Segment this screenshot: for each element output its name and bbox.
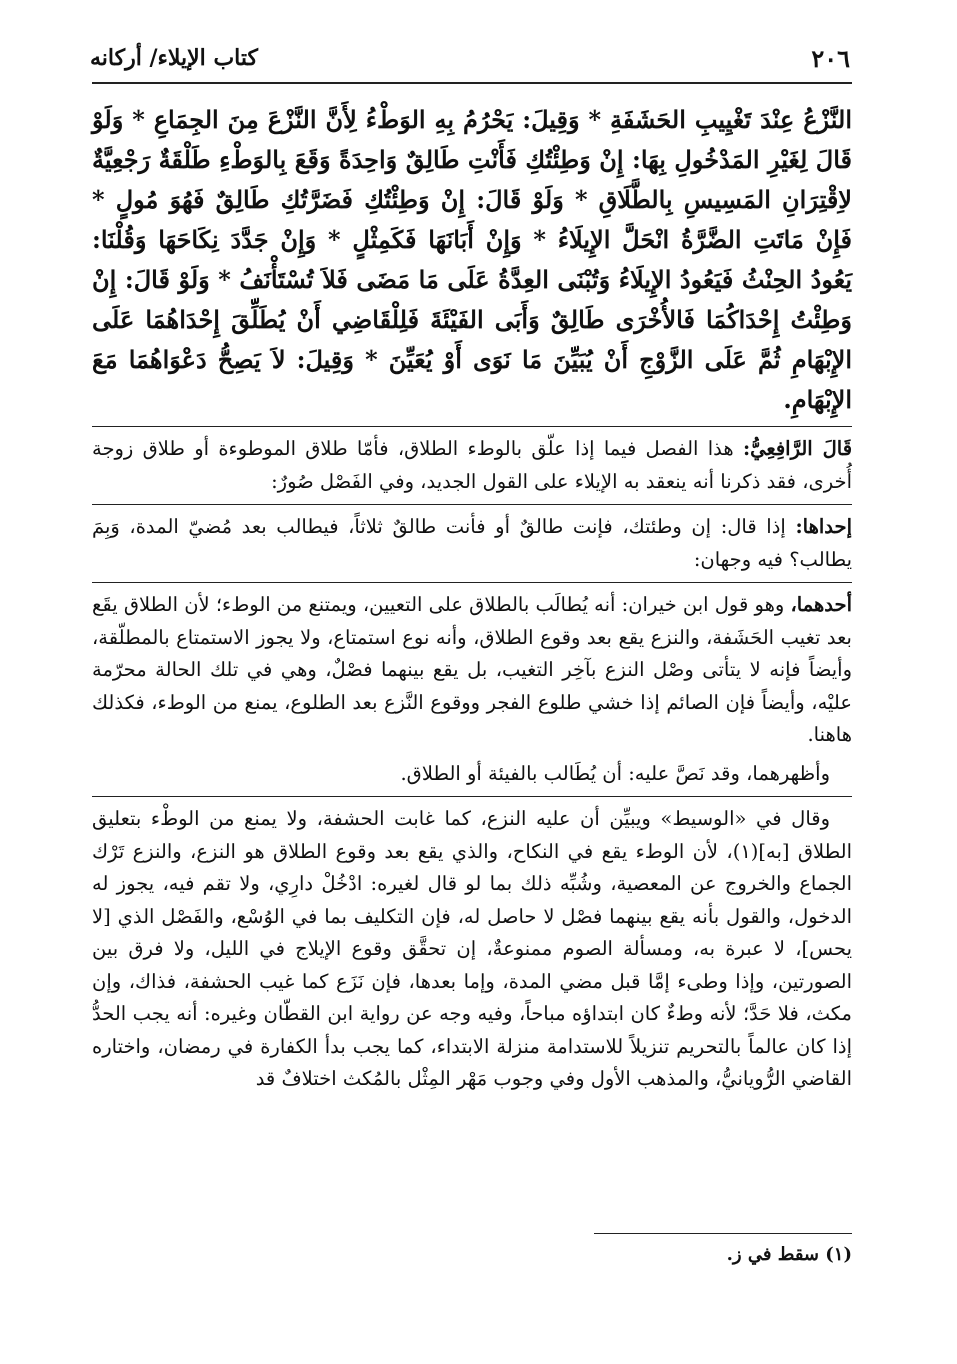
paragraph-lead: قَالَ الرَّافِعِيُّ: (742, 437, 853, 460)
matn-separator (92, 426, 852, 427)
paragraph-text: إذا قال: إن وطئتك، فإنت طالقٌ أو فأنت طالقٌ ثلاثاً، فيطالب بعد مُضيّ المدة، وَبِمَ يطالب؟ فيه وجهان: (92, 515, 852, 571)
paragraph-separator (92, 504, 852, 505)
page-header (90, 38, 850, 78)
paragraph-separator (92, 796, 852, 797)
header-rule (92, 82, 852, 84)
commentary-paragraph (92, 803, 852, 1096)
commentary-paragraph (92, 589, 852, 752)
page-number: ٢٠٦ (811, 43, 850, 73)
paragraph-text: هذا الفصل فيما إذا علّق بالوطء الطلاق، فأمّا طلاق الموطوءة أو طلاق زوجة أُخرى، فقد ذكرنا أنه ينعقد به الإيلاء على القول الجديد، وفي الفَصْل صُورٌ: (92, 437, 852, 493)
paragraph-text: وقال في «الوسيط» ويبيِّن أن عليه النزع، كما غابت الحشفة، ولا يمنع من الوطْء بتعليق الطلاق [به](١)، لأن الوطء يقع في النكاح، والذي يقع بعد وقوع الطلاق هو النزع، والنزع تَرْك الجماع والخروج عن المعصية، وشُبِّه ذلك بما لو قال لغيره: ادْخُلْ دارِي، ولا تقم فيه، يجوز له الدخول، والقول بأنه يقع بينهما فصْل لا حاصل له، فإن التكليف بما في الوُسْع، والفَصْل الذي [لا يحس]، لا عبرة به، ومسألة الصوم ممنوعةٌ، إن تحقَّق وقوع الإيلاج في الليل، ولا فرق بين الصورتين، وإذا وطىء إمَّا قبل مضي المدة، وإما بعدها، فإن نَزَع كما غيب الحشفة، فذاك، وإن مكث، فلا حَدَّ؛ لأنه وطءٌ كان ابتداؤه مباحاً، وفيه وجه عن رواية ابن القطّان وغيره: أنه يجب الحدُّ إذا كان عالماً بالتحريم تنزيلاً للاستدامة منزلة الابتداء، كما يجب بدأ الكفارة في رمضان، واختاره القاضي الرُّويانيُّ، والمذهب الأول وفي وجوب مَهْر المِثْل بالمُكث اختلافٌ قد (92, 807, 852, 1090)
page-body (92, 100, 852, 1102)
footnote-rule (594, 1233, 852, 1234)
running-title: كتاب الإيلاء/ أركانه (90, 45, 258, 71)
paragraph-separator (92, 582, 852, 583)
paragraph-lead: أحدهما، (790, 593, 852, 616)
matn-text: النَّزْعُ عِنْدَ تَغْيِيبِ الحَشَفَةِ * وَقِيلَ: يَحْرُمُ بِهِ الوَطْءُ لِأَنَّ النَّزْعَ مِنَ الجِمَاعِ * وَلَوْ قَالَ لِغَيْرِ المَدْخُولِ بِهَا: إِنْ وَطِئْتُكِ فَأَنْتِ طَالِقٌ وَاحِدَةً وَقَعَ بِالوَطْءِ طَلْقَةٌ رَجْعِيَّةٌ لاِقْتِرَانِ المَسِيسِ بِالطَّلَاقِ * وَلَوْ قَالَ: إِنْ وَطِئْتُكِ فَضَرَّتُكِ طَالِقٌ فَهُوَ مُولٍ * فَإِنْ مَاتَتِ الضَّرَّةُ انْحَلَّ الإِيلَاءُ * وَإِنْ أَبَانَهَا فَكَمِثْلٍ * وَإِنْ جَدَّدَ نِكَاحَهَا وَقُلْنَا: يَعُودُ الحِنْثُ فَيَعُودُ الإِيلَاءُ وَتُبْنَى العِدَّةُ عَلَى مَا مَضَى فَلاَ تُسْتَأْنَفُ * وَلَوْ قَالَ: إِنْ وَطِئْتُ إِحْدَاكُمَا فَالأُخْرَى طَالِقٌ وَأَبَى الفَيْئَةَ فَلِلْقَاضِي أَنْ يُطَلِّقَ إِحْدَاهُمَا عَلَى الإِبْهَامِ ثُمَّ عَلَى الزَّوْجِ أَنْ يُبَيِّنَ مَا نَوَى أَوْ يُعَيِّنَ * وَقِيلَ: لاَ يَصِحُّ دَعْوَاهُمَا مَعَ الإِبْهَامِ. (92, 105, 852, 414)
paragraph-lead: إحداها: (795, 515, 852, 538)
paragraph-text: وهو قول ابن خيران: أنه يُطالَب بالطلاق على التعيين، ويمتنع من الوطء؛ لأن الطلاق يقَع بعد تغيب الحَشَفة، والنزع يقع بعد وقوع الطلاق، وأنه نوع استمتاع، ولا يجوز الاستمتاع بالمطلّقة، وأيضاً فإنه لا يتأتى وصْل النزع بآخِر التغيب، بل يقع بينهما فصْلٌ، وهي في تلك الحالة محرّمة عليْه، وأيضاً فإن الصائم إذا خشي طلوع الفجر ووقوع النَّزع بعد الطلوع، يمنع من الوطء، فكذلك هاهنا. (92, 593, 852, 746)
paragraph-text: وأظهرهما، وقد نَصَّ عليه: أن يُطَالب بالفيئة أو الطلاق. (400, 761, 830, 785)
footnote: (١) سقط في ز. (726, 1244, 852, 1265)
commentary-paragraph (92, 511, 852, 576)
commentary-paragraph (92, 758, 852, 791)
commentary-paragraph (92, 433, 852, 498)
